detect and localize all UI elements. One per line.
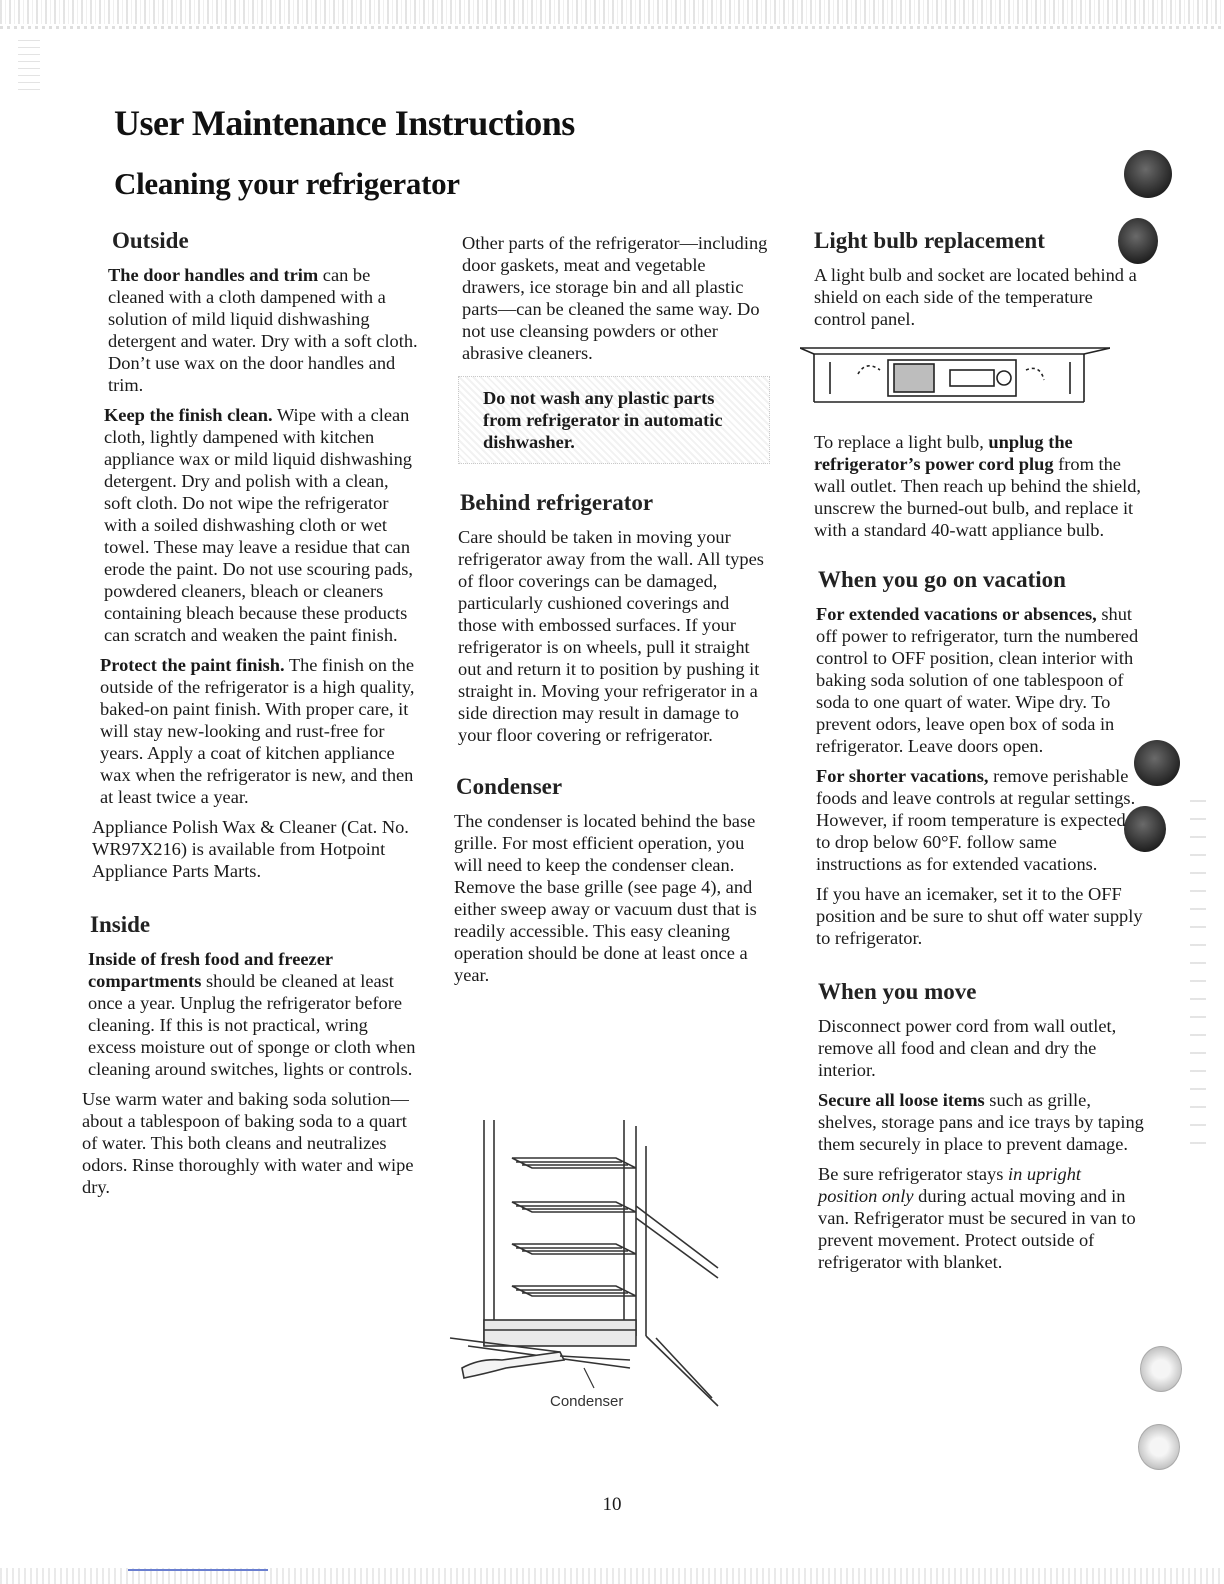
outside-paragraph-1: The door handles and trim can be cleaned with a cloth dampened with a solution of mild liquid dishwashing detergent and water. Dry with a soft cloth. Don’t use wax on the door handles and trim. — [108, 265, 418, 395]
inside-heading: Inside — [90, 912, 151, 937]
vacation-paragraph-3: If you have an icemaker, set it to the OFF position and be sure to shut off water supply to refrigerator. — [816, 884, 1143, 948]
behind-paragraph: Care should be taken in moving your refrigerator away from the wall. All types of floor coverings can be damaged, particularly cushioned coverings and those with embossed surfaces. If your refrigerator is on wheels, pull it straight out and return it to position by pushing it straight in. Moving your refrigerator in a side direction may result in damage to your floor covering or refrigerator. — [458, 527, 764, 745]
page-number: 10 — [602, 1494, 622, 1515]
vacation-heading: When you go on vacation — [818, 567, 1066, 592]
dishwasher-warning-text: Do not wash any plastic parts from refrigerator in automatic dishwasher. — [483, 388, 723, 452]
light-bulb-paragraph-2: To replace a light bulb, unplug the refrigerator’s power cord plug from the wall outlet. Then reach up behind the shield, unscrew the burned-out bulb, and replace it with a standard 40-watt appliance bulb. — [814, 432, 1142, 540]
scan-line-bottom — [128, 1569, 268, 1571]
scan-marks-right — [1190, 800, 1206, 1160]
scan-noise-top-line — [0, 26, 1224, 29]
section-title: Cleaning your refrigerator — [114, 166, 460, 201]
light-bulb-paragraph-1: A light bulb and socket are located behind a shield on each side of the temperature control panel. — [814, 265, 1137, 329]
scan-noise-top — [0, 0, 1224, 24]
outside-heading: Outside — [112, 228, 189, 253]
condenser-heading: Condenser — [456, 774, 563, 799]
move-paragraph-1: Disconnect power cord from wall outlet, remove all food and clean and dry the interior. — [818, 1016, 1117, 1080]
column-left — [80, 228, 420, 1206]
punch-hole-5 — [1140, 1346, 1182, 1392]
column-middle — [452, 232, 772, 994]
condenser-figure-label: Condenser — [550, 1393, 624, 1410]
scan-marks-left — [18, 40, 40, 90]
condenser-illustration — [440, 1106, 730, 1436]
refrigerator-base-drawing — [440, 1106, 730, 1436]
dishwasher-warning — [458, 376, 770, 464]
other-parts-paragraph: Other parts of the refrigerator—including door gaskets, meat and vegetable drawers, ice storage bin and all plastic parts—can be cleaned the same way. Do not use cleansing powders or other abrasive cleaners. — [462, 233, 768, 363]
column-right — [814, 228, 1144, 1281]
punch-hole-6 — [1138, 1424, 1180, 1470]
punch-hole-1 — [1124, 150, 1172, 198]
behind-heading: Behind refrigerator — [460, 490, 654, 515]
outside-paragraph-3: Protect the paint finish. The finish on the outside of the refrigerator is a high quality, baked-on paint finish. With proper care, it will stay new-looking and rust-free for years. Apply a coat of kitchen appliance wax when the refrigerator is new, and then at least twice a year. — [100, 655, 415, 807]
vacation-paragraph-2: For shorter vacations, remove perishable foods and leave controls at regular settings. However, if room temperature is expected to drop below 60°F. follow same instructions as for extended vacations. — [816, 766, 1136, 874]
move-paragraph-3: Be sure refrigerator stays in upright position only during actual moving and in van. Refrigerator must be secured in van to prevent movement. Protect outside of refrigerator with blanket. — [818, 1164, 1136, 1272]
control-panel-illustration — [800, 344, 1144, 415]
move-paragraph-2: Secure all loose items such as grille, shelves, storage pans and ice trays by taping them securely in place to prevent damage. — [818, 1090, 1144, 1154]
page-title: User Maintenance Instructions — [114, 103, 575, 143]
vacation-paragraph-1: For extended vacations or absences, shut off power to refrigerator, turn the numbered control to OFF position, clean interior with baking soda solution of one tablespoon of soda to one quart of water. Wipe dry. To prevent odors, leave open box of soda in refrigerator. Leave doors open. — [816, 604, 1139, 756]
inside-paragraph-2: Use warm water and baking soda solution—about a tablespoon of baking soda to a quart of water. This both cleans and neutralizes odors. Rinse thoroughly with water and wipe dry. — [82, 1089, 414, 1197]
condenser-paragraph: The condenser is located behind the base grille. For most efficient operation, you will need to keep the condenser clean. Remove the base grille (see page 4), and either sweep away or vacuum dust that is readily accessible. This easy cleaning operation should be done at least once a year. — [454, 811, 757, 985]
light-bulb-heading: Light bulb replacement — [814, 228, 1045, 253]
outside-paragraph-4: Appliance Polish Wax & Cleaner (Cat. No. WR97X216) is available from Hotpoint Appliance Parts Marts. — [92, 817, 409, 881]
outside-paragraph-2: Keep the finish clean. Wipe with a clean cloth, lightly dampened with kitchen appliance wax or mild liquid dishwashing detergent. Dry and polish with a clean, soft cloth. Do not wipe the refrigerator with a soiled dishwashing cloth or wet towel. These may leave a residue that can erode the paint. Do not use scouring pads, powdered cleaners, bleach or cleaners containing bleach because these products can scratch and weaken the paint finish. — [104, 405, 413, 645]
temperature-control-panel-drawing — [800, 344, 1110, 410]
inside-paragraph-1: Inside of fresh food and freezer compartments should be cleaned at least once a year. Unplug the refrigerator before cleaning. If this is not practical, wring excess moisture out of sponge or cloth when cleaning around switches, lights or controls. — [88, 949, 416, 1079]
move-heading: When you move — [818, 979, 977, 1004]
